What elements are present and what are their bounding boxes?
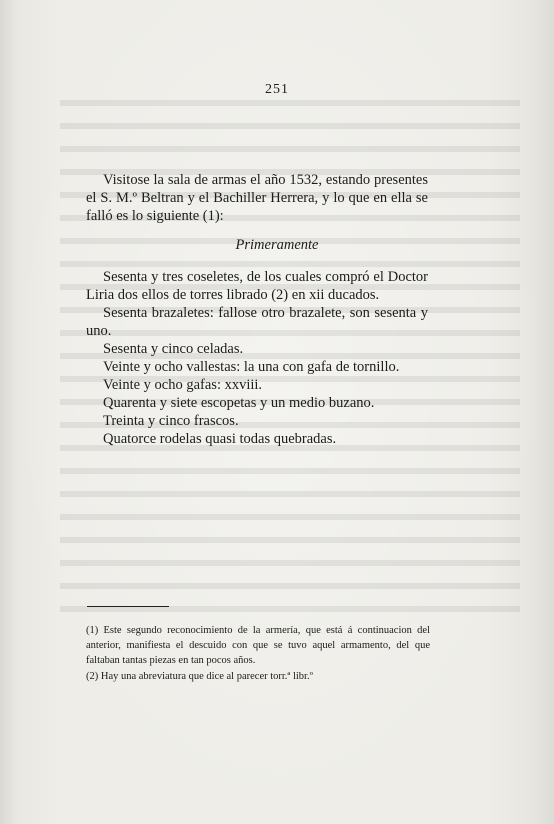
inventory-entry: Quarenta y siete escopetas y un medio buzano.	[103, 395, 375, 411]
inventory-entry: Treinta y cinco frascos.	[103, 413, 239, 429]
footnotes	[86, 623, 430, 684]
inventory-entry: Veinte y ocho gafas: xxviii.	[103, 377, 263, 393]
inventory-entry: Quatorce rodelas quasi todas quebradas.	[103, 431, 337, 447]
section-heading: Primeramente	[235, 237, 319, 253]
inventory-entry: Sesenta y cinco celadas.	[103, 341, 244, 357]
footnote-separator	[87, 606, 169, 607]
inventory-entry: Sesenta brazaletes: fallose otro brazalete, son sesenta y uno.	[86, 305, 428, 339]
page-number: 251	[265, 82, 289, 97]
inventory-entry: Sesenta y tres coseletes, de los cuales compró el Doctor Liria dos ellos de torres librado (2) en xii ducados.	[86, 269, 428, 303]
footnote: (2) Hay una abreviatura que dice al parecer torr.ª libr.º	[86, 671, 313, 682]
inventory-list	[86, 268, 428, 448]
footnote: (1) Este segundo reconocimiento de la armería, que está á continuacion del anterior, manifiesta el descuido con que se tuvo aquel armamento, del que faltaban tantas piezas en tan pocos años.	[86, 625, 430, 666]
intro-text: Visitose la sala de armas el año 1532, estando presentes el S. M.º Beltran y el Bachiller Herrera, y lo que en ella se falló es lo siguiente (1):	[86, 172, 428, 224]
intro-paragraph	[86, 171, 428, 225]
inventory-entry: Veinte y ocho vallestas: la una con gafa de tornillo.	[103, 359, 400, 375]
